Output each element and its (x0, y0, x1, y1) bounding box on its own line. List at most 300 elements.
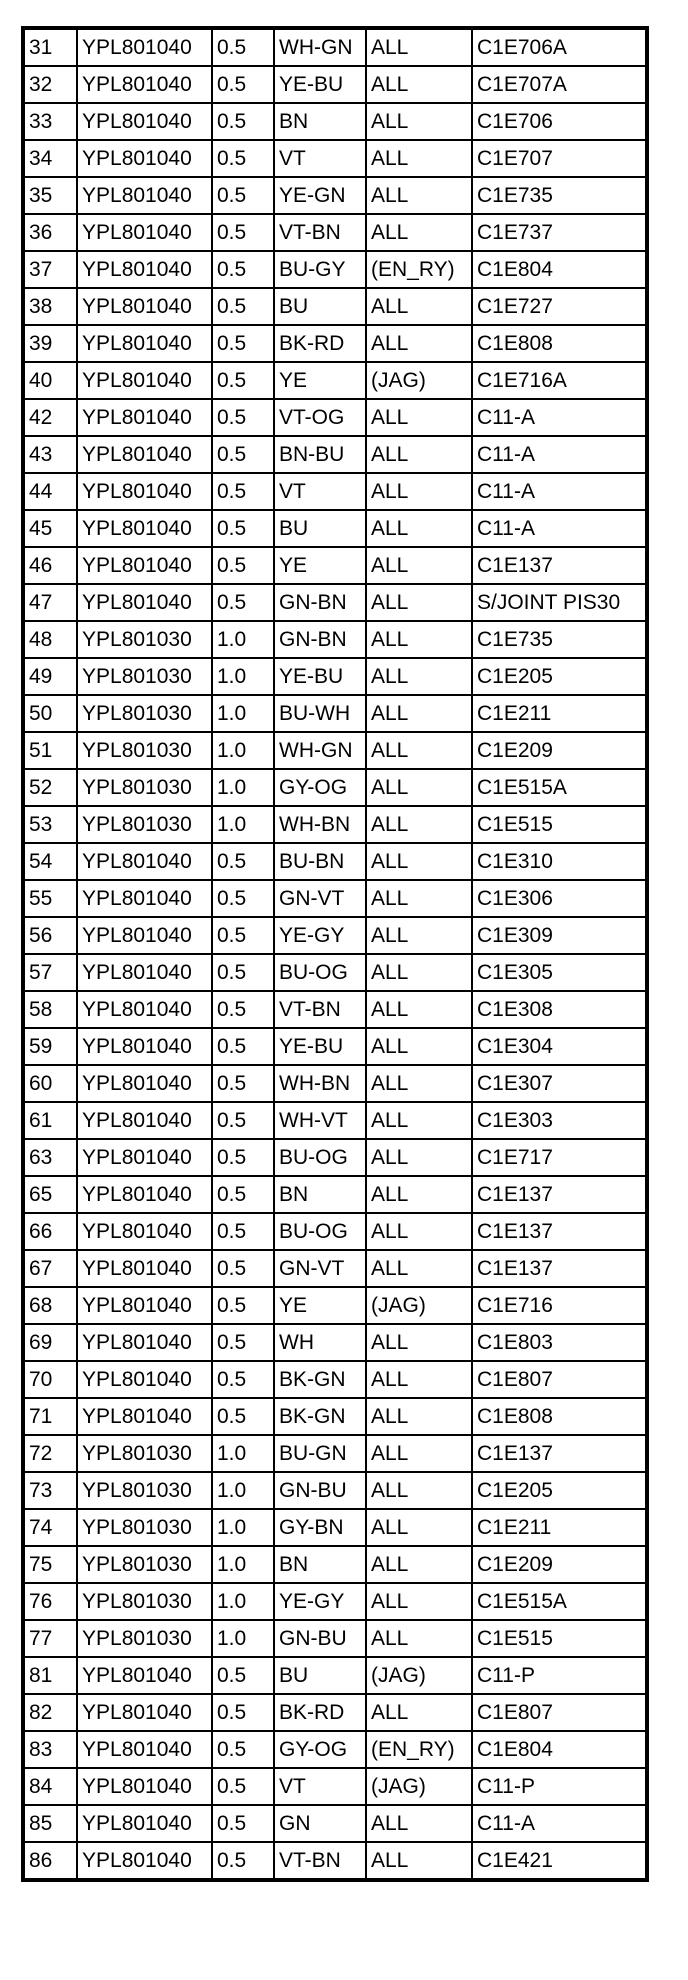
wire-number-cell: 75 (23, 1546, 77, 1583)
connector-cell: C1E137 (472, 547, 647, 584)
wire-size-cell: 0.5 (212, 214, 274, 251)
wire-number-cell: 32 (23, 66, 77, 103)
connector-cell: C1E515A (472, 769, 647, 806)
variant-cell: ALL (366, 436, 472, 473)
variant-cell: ALL (366, 1842, 472, 1880)
wire-size-cell: 0.5 (212, 436, 274, 473)
table-row (23, 806, 647, 843)
table-row (23, 1065, 647, 1102)
wire-number-cell: 47 (23, 584, 77, 621)
wire-number-cell: 59 (23, 1028, 77, 1065)
wire-number-cell: 76 (23, 1583, 77, 1620)
connector-cell: C1E808 (472, 1398, 647, 1435)
connector-cell: C1E717 (472, 1139, 647, 1176)
table-row (23, 103, 647, 140)
table-row (23, 769, 647, 806)
wire-number-cell: 56 (23, 917, 77, 954)
wire-size-cell: 0.5 (212, 547, 274, 584)
table-row (23, 584, 647, 621)
wire-size-cell: 0.5 (212, 1028, 274, 1065)
variant-cell: ALL (366, 1250, 472, 1287)
part-number-cell: YPL801040 (77, 954, 212, 991)
part-number-cell: YPL801040 (77, 991, 212, 1028)
part-number-cell: YPL801030 (77, 1583, 212, 1620)
connector-cell: C1E211 (472, 695, 647, 732)
table-row (23, 436, 647, 473)
part-number-cell: YPL801040 (77, 177, 212, 214)
wire-number-cell: 48 (23, 621, 77, 658)
connector-cell: C1E209 (472, 732, 647, 769)
table-row (23, 1213, 647, 1250)
wire-color-cell: GN-BU (274, 1620, 366, 1657)
table-row (23, 1657, 647, 1694)
wire-color-cell: BU-WH (274, 695, 366, 732)
part-number-cell: YPL801030 (77, 732, 212, 769)
variant-cell: ALL (366, 1805, 472, 1842)
wire-size-cell: 0.5 (212, 28, 274, 66)
part-number-cell: YPL801030 (77, 1435, 212, 1472)
table-row (23, 1546, 647, 1583)
variant-cell: ALL (366, 954, 472, 991)
part-number-cell: YPL801040 (77, 473, 212, 510)
wire-number-cell: 61 (23, 1102, 77, 1139)
wire-number-cell: 40 (23, 362, 77, 399)
table-row (23, 732, 647, 769)
table-row (23, 473, 647, 510)
table-row (23, 251, 647, 288)
wire-color-cell: VT-BN (274, 991, 366, 1028)
variant-cell: ALL (366, 880, 472, 917)
connector-cell: S/JOINT PIS30 (472, 584, 647, 621)
wire-color-cell: BN (274, 1546, 366, 1583)
table-row (23, 362, 647, 399)
table-row (23, 1139, 647, 1176)
wire-size-cell: 0.5 (212, 1361, 274, 1398)
variant-cell: ALL (366, 1472, 472, 1509)
wire-color-cell: YE-BU (274, 1028, 366, 1065)
wire-size-cell: 0.5 (212, 362, 274, 399)
wire-color-cell: YE-GY (274, 1583, 366, 1620)
part-number-cell: YPL801030 (77, 1472, 212, 1509)
variant-cell: ALL (366, 695, 472, 732)
wire-color-cell: BU (274, 288, 366, 325)
part-number-cell: YPL801040 (77, 1657, 212, 1694)
connector-cell: C1E137 (472, 1250, 647, 1287)
table-row (23, 954, 647, 991)
connector-cell: C1E205 (472, 658, 647, 695)
connector-cell: C1E706 (472, 103, 647, 140)
wire-number-cell: 73 (23, 1472, 77, 1509)
wire-number-cell: 68 (23, 1287, 77, 1324)
variant-cell: ALL (366, 991, 472, 1028)
part-number-cell: YPL801040 (77, 547, 212, 584)
wire-color-cell: BU (274, 510, 366, 547)
wire-number-cell: 38 (23, 288, 77, 325)
connector-cell: C1E807 (472, 1361, 647, 1398)
part-number-cell: YPL801040 (77, 1731, 212, 1768)
wire-size-cell: 1.0 (212, 732, 274, 769)
variant-cell: ALL (366, 917, 472, 954)
wire-size-cell: 0.5 (212, 917, 274, 954)
part-number-cell: YPL801040 (77, 1176, 212, 1213)
variant-cell: ALL (366, 1028, 472, 1065)
wire-color-cell: BK-RD (274, 1694, 366, 1731)
wire-size-cell: 0.5 (212, 1398, 274, 1435)
wire-size-cell: 1.0 (212, 1472, 274, 1509)
table-row (23, 547, 647, 584)
variant-cell: (JAG) (366, 1768, 472, 1805)
wire-size-cell: 0.5 (212, 880, 274, 917)
wire-color-cell: WH-BN (274, 1065, 366, 1102)
connector-cell: C1E735 (472, 177, 647, 214)
wire-color-cell: GN-VT (274, 1250, 366, 1287)
wire-number-cell: 58 (23, 991, 77, 1028)
table-row (23, 1842, 647, 1880)
part-number-cell: YPL801040 (77, 1361, 212, 1398)
connector-cell: C1E807 (472, 1694, 647, 1731)
connector-cell: C11-A (472, 436, 647, 473)
variant-cell: ALL (366, 1139, 472, 1176)
wire-size-cell: 1.0 (212, 806, 274, 843)
wire-size-cell: 0.5 (212, 1731, 274, 1768)
connector-cell: C1E707 (472, 140, 647, 177)
table-row (23, 1583, 647, 1620)
part-number-cell: YPL801040 (77, 510, 212, 547)
part-number-cell: YPL801040 (77, 214, 212, 251)
part-number-cell: YPL801030 (77, 658, 212, 695)
connector-cell: C1E735 (472, 621, 647, 658)
table-row (23, 1768, 647, 1805)
wire-number-cell: 51 (23, 732, 77, 769)
connector-cell: C1E137 (472, 1435, 647, 1472)
wire-table-body (23, 28, 647, 1880)
wire-color-cell: YE (274, 547, 366, 584)
variant-cell: ALL (366, 473, 472, 510)
wire-number-cell: 50 (23, 695, 77, 732)
wire-number-cell: 49 (23, 658, 77, 695)
wire-color-cell: BU (274, 1657, 366, 1694)
part-number-cell: YPL801040 (77, 1139, 212, 1176)
variant-cell: (EN_RY) (366, 1731, 472, 1768)
wire-color-cell: BK-GN (274, 1361, 366, 1398)
variant-cell: ALL (366, 288, 472, 325)
variant-cell: ALL (366, 1065, 472, 1102)
wire-size-cell: 0.5 (212, 1213, 274, 1250)
table-row (23, 1620, 647, 1657)
connector-cell: C11-P (472, 1657, 647, 1694)
part-number-cell: YPL801040 (77, 325, 212, 362)
table-row (23, 1250, 647, 1287)
part-number-cell: YPL801040 (77, 1324, 212, 1361)
connector-cell: C1E804 (472, 251, 647, 288)
wire-number-cell: 86 (23, 1842, 77, 1880)
wire-size-cell: 1.0 (212, 1546, 274, 1583)
wire-color-cell: WH-BN (274, 806, 366, 843)
wire-color-cell: YE (274, 362, 366, 399)
table-row (23, 917, 647, 954)
wire-size-cell: 0.5 (212, 954, 274, 991)
connector-cell: C1E209 (472, 1546, 647, 1583)
part-number-cell: YPL801040 (77, 880, 212, 917)
wire-size-cell: 0.5 (212, 66, 274, 103)
wire-color-cell: GN-BN (274, 584, 366, 621)
wire-size-cell: 0.5 (212, 1065, 274, 1102)
part-number-cell: YPL801030 (77, 695, 212, 732)
connector-cell: C1E205 (472, 1472, 647, 1509)
wire-size-cell: 0.5 (212, 1694, 274, 1731)
connector-cell: C1E716 (472, 1287, 647, 1324)
table-row (23, 880, 647, 917)
wire-size-cell: 0.5 (212, 251, 274, 288)
wire-size-cell: 0.5 (212, 1139, 274, 1176)
part-number-cell: YPL801040 (77, 288, 212, 325)
connector-cell: C1E737 (472, 214, 647, 251)
table-row (23, 621, 647, 658)
wire-size-cell: 0.5 (212, 140, 274, 177)
wire-table (21, 26, 649, 1882)
table-row (23, 1731, 647, 1768)
wire-size-cell: 1.0 (212, 658, 274, 695)
wire-number-cell: 74 (23, 1509, 77, 1546)
wire-number-cell: 67 (23, 1250, 77, 1287)
connector-cell: C1E716A (472, 362, 647, 399)
wire-color-cell: BU-BN (274, 843, 366, 880)
connector-cell: C1E515 (472, 806, 647, 843)
wire-color-cell: VT (274, 473, 366, 510)
wire-color-cell: WH (274, 1324, 366, 1361)
part-number-cell: YPL801040 (77, 436, 212, 473)
wire-number-cell: 66 (23, 1213, 77, 1250)
variant-cell: (JAG) (366, 1287, 472, 1324)
wire-size-cell: 0.5 (212, 473, 274, 510)
table-row (23, 28, 647, 66)
connector-cell: C1E306 (472, 880, 647, 917)
wire-size-cell: 0.5 (212, 1842, 274, 1880)
wire-number-cell: 77 (23, 1620, 77, 1657)
variant-cell: ALL (366, 399, 472, 436)
wire-size-cell: 0.5 (212, 1287, 274, 1324)
connector-cell: C11-P (472, 1768, 647, 1805)
wire-number-cell: 71 (23, 1398, 77, 1435)
wire-color-cell: BN (274, 1176, 366, 1213)
connector-cell: C1E137 (472, 1176, 647, 1213)
table-row (23, 1509, 647, 1546)
variant-cell: ALL (366, 140, 472, 177)
wire-number-cell: 43 (23, 436, 77, 473)
wire-size-cell: 0.5 (212, 843, 274, 880)
variant-cell: ALL (366, 66, 472, 103)
variant-cell: ALL (366, 1324, 472, 1361)
variant-cell: ALL (366, 177, 472, 214)
wire-color-cell: GN-VT (274, 880, 366, 917)
variant-cell: ALL (366, 1583, 472, 1620)
wire-number-cell: 34 (23, 140, 77, 177)
wire-size-cell: 0.5 (212, 103, 274, 140)
wire-color-cell: BN-BU (274, 436, 366, 473)
connector-cell: C1E515 (472, 1620, 647, 1657)
wire-size-cell: 1.0 (212, 1509, 274, 1546)
connector-cell: C11-A (472, 510, 647, 547)
table-row (23, 1435, 647, 1472)
wire-size-cell: 0.5 (212, 1324, 274, 1361)
connector-cell: C1E803 (472, 1324, 647, 1361)
wire-number-cell: 31 (23, 28, 77, 66)
wire-color-cell: GY-OG (274, 1731, 366, 1768)
part-number-cell: YPL801030 (77, 769, 212, 806)
table-row (23, 1028, 647, 1065)
wire-color-cell: WH-GN (274, 732, 366, 769)
connector-cell: C1E804 (472, 1731, 647, 1768)
part-number-cell: YPL801040 (77, 1842, 212, 1880)
table-row (23, 991, 647, 1028)
connector-cell: C11-A (472, 473, 647, 510)
connector-cell: C1E707A (472, 66, 647, 103)
wire-number-cell: 45 (23, 510, 77, 547)
variant-cell: ALL (366, 843, 472, 880)
variant-cell: ALL (366, 1435, 472, 1472)
variant-cell: ALL (366, 214, 472, 251)
part-number-cell: YPL801040 (77, 362, 212, 399)
variant-cell: (JAG) (366, 362, 472, 399)
connector-cell: C1E211 (472, 1509, 647, 1546)
wire-size-cell: 0.5 (212, 584, 274, 621)
wire-size-cell: 0.5 (212, 325, 274, 362)
wire-number-cell: 70 (23, 1361, 77, 1398)
part-number-cell: YPL801040 (77, 1213, 212, 1250)
part-number-cell: YPL801040 (77, 1768, 212, 1805)
wire-color-cell: WH-VT (274, 1102, 366, 1139)
wire-color-cell: BU-OG (274, 1213, 366, 1250)
connector-cell: C1E308 (472, 991, 647, 1028)
part-number-cell: YPL801040 (77, 1398, 212, 1435)
wire-color-cell: GN-BU (274, 1472, 366, 1509)
wire-number-cell: 44 (23, 473, 77, 510)
wire-size-cell: 0.5 (212, 177, 274, 214)
variant-cell: ALL (366, 584, 472, 621)
table-row (23, 1176, 647, 1213)
connector-cell: C1E310 (472, 843, 647, 880)
wire-number-cell: 53 (23, 806, 77, 843)
variant-cell: (EN_RY) (366, 251, 472, 288)
table-row (23, 658, 647, 695)
connector-cell: C11-A (472, 1805, 647, 1842)
wire-number-cell: 60 (23, 1065, 77, 1102)
table-row (23, 140, 647, 177)
wire-number-cell: 85 (23, 1805, 77, 1842)
wire-size-cell: 0.5 (212, 1250, 274, 1287)
wire-number-cell: 57 (23, 954, 77, 991)
table-row (23, 288, 647, 325)
part-number-cell: YPL801040 (77, 399, 212, 436)
part-number-cell: YPL801040 (77, 28, 212, 66)
wire-number-cell: 55 (23, 880, 77, 917)
part-number-cell: YPL801040 (77, 103, 212, 140)
wire-number-cell: 65 (23, 1176, 77, 1213)
wire-number-cell: 36 (23, 214, 77, 251)
wire-size-cell: 0.5 (212, 510, 274, 547)
wire-number-cell: 72 (23, 1435, 77, 1472)
part-number-cell: YPL801040 (77, 66, 212, 103)
wire-number-cell: 69 (23, 1324, 77, 1361)
table-row (23, 510, 647, 547)
part-number-cell: YPL801040 (77, 843, 212, 880)
table-row (23, 1324, 647, 1361)
wire-color-cell: VT-BN (274, 214, 366, 251)
table-row (23, 1361, 647, 1398)
wire-size-cell: 0.5 (212, 1102, 274, 1139)
connector-cell: C1E706A (472, 28, 647, 66)
wire-color-cell: BK-GN (274, 1398, 366, 1435)
table-row (23, 1694, 647, 1731)
table-row (23, 1287, 647, 1324)
wire-color-cell: BN (274, 103, 366, 140)
connector-cell: C1E137 (472, 1213, 647, 1250)
table-row (23, 1805, 647, 1842)
connector-cell: C1E303 (472, 1102, 647, 1139)
wire-color-cell: VT (274, 1768, 366, 1805)
wire-color-cell: VT-BN (274, 1842, 366, 1880)
wire-size-cell: 1.0 (212, 769, 274, 806)
variant-cell: ALL (366, 732, 472, 769)
wire-number-cell: 33 (23, 103, 77, 140)
variant-cell: ALL (366, 1398, 472, 1435)
variant-cell: ALL (366, 103, 472, 140)
variant-cell: ALL (366, 510, 472, 547)
part-number-cell: YPL801030 (77, 1509, 212, 1546)
part-number-cell: YPL801040 (77, 1694, 212, 1731)
table-row (23, 66, 647, 103)
part-number-cell: YPL801040 (77, 1287, 212, 1324)
wire-size-cell: 1.0 (212, 1583, 274, 1620)
variant-cell: ALL (366, 1213, 472, 1250)
wire-color-cell: BU-GN (274, 1435, 366, 1472)
wire-color-cell: GY-BN (274, 1509, 366, 1546)
part-number-cell: YPL801040 (77, 584, 212, 621)
connector-cell: C11-A (472, 399, 647, 436)
connector-cell: C1E305 (472, 954, 647, 991)
table-row (23, 695, 647, 732)
variant-cell: ALL (366, 547, 472, 584)
part-number-cell: YPL801030 (77, 1546, 212, 1583)
wire-size-cell: 1.0 (212, 1620, 274, 1657)
wire-size-cell: 0.5 (212, 1768, 274, 1805)
wire-number-cell: 37 (23, 251, 77, 288)
wire-number-cell: 46 (23, 547, 77, 584)
part-number-cell: YPL801040 (77, 1805, 212, 1842)
wire-color-cell: WH-GN (274, 28, 366, 66)
variant-cell: (JAG) (366, 1657, 472, 1694)
connector-cell: C1E309 (472, 917, 647, 954)
connector-cell: C1E421 (472, 1842, 647, 1880)
wire-color-cell: YE (274, 1287, 366, 1324)
wire-size-cell: 0.5 (212, 1657, 274, 1694)
table-row (23, 1102, 647, 1139)
variant-cell: ALL (366, 769, 472, 806)
part-number-cell: YPL801040 (77, 1250, 212, 1287)
variant-cell: ALL (366, 1694, 472, 1731)
variant-cell: ALL (366, 1620, 472, 1657)
variant-cell: ALL (366, 806, 472, 843)
wire-number-cell: 52 (23, 769, 77, 806)
variant-cell: ALL (366, 28, 472, 66)
part-number-cell: YPL801040 (77, 140, 212, 177)
wire-color-cell: YE-BU (274, 658, 366, 695)
wire-number-cell: 35 (23, 177, 77, 214)
variant-cell: ALL (366, 325, 472, 362)
wire-number-cell: 39 (23, 325, 77, 362)
part-number-cell: YPL801040 (77, 1102, 212, 1139)
table-row (23, 214, 647, 251)
